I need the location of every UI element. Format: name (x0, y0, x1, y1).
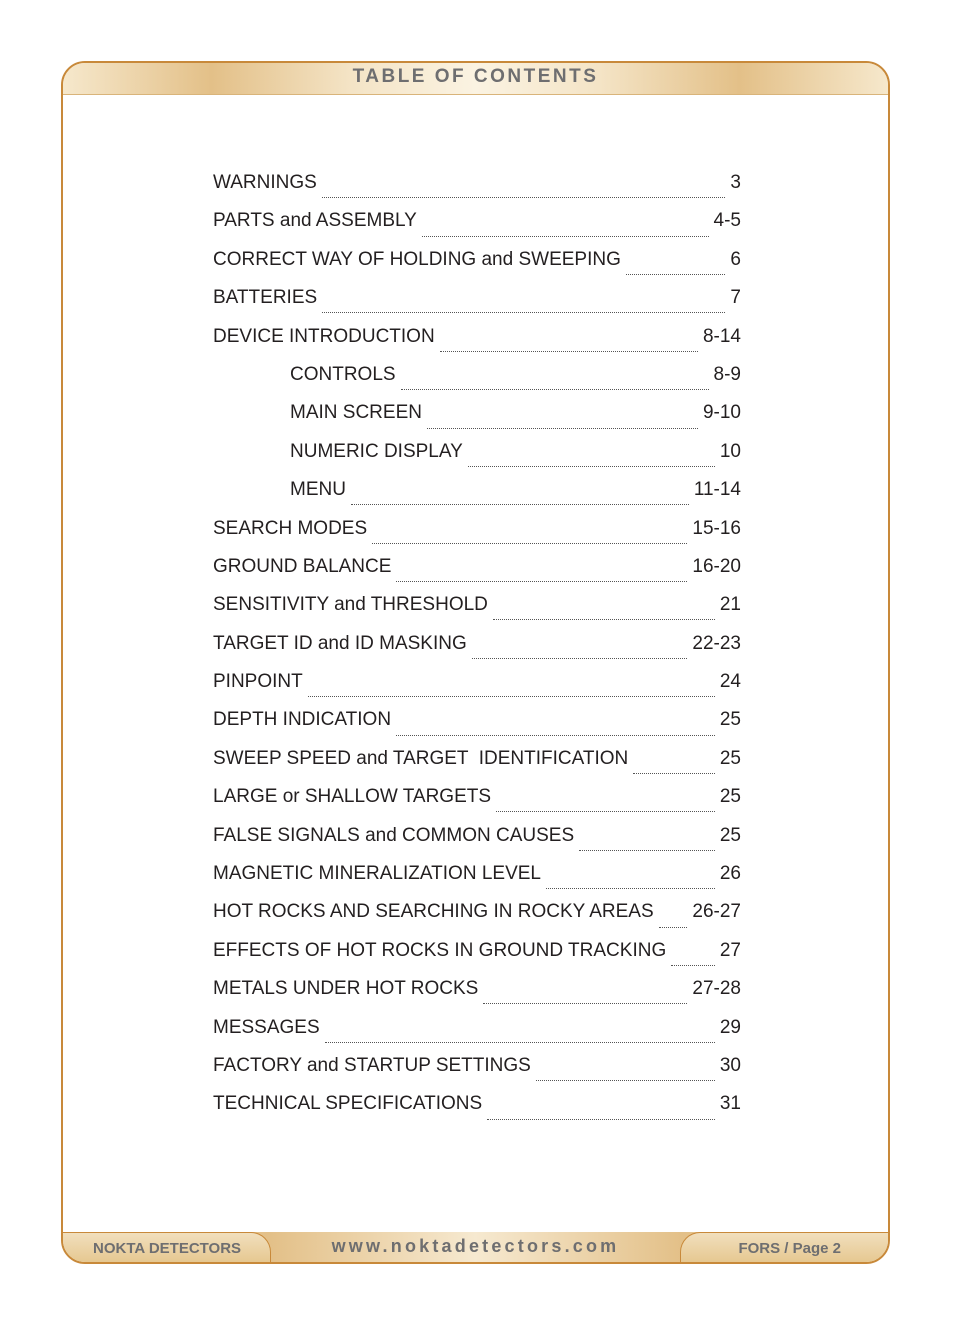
toc-entry-title: SWEEP SPEED and TARGET IDENTIFICATION (213, 747, 629, 769)
footer-page-label: FORS / Page 2 (738, 1240, 841, 1257)
toc-entry-page: 27-28 (692, 978, 741, 1000)
toc-entry-page: 21 (719, 594, 741, 616)
toc-entry-title: FALSE SIGNALS and COMMON CAUSES (213, 824, 575, 846)
toc-entry-page: 25 (719, 786, 741, 808)
toc-entry-title: NUMERIC DISPLAY (290, 440, 463, 462)
footer-url: www.noktadetectors.com (331, 1236, 620, 1256)
toc-entry[interactable] (213, 825, 741, 863)
table-of-contents (213, 172, 741, 1132)
footer-right-tab (680, 1232, 888, 1262)
toc-entry-title: MAIN SCREEN (290, 402, 422, 424)
toc-entry-title: PARTS and ASSEMBLY (213, 210, 417, 232)
toc-entry-title: MENU (290, 479, 346, 501)
toc-entry-page: 25 (719, 824, 741, 846)
dot-leader (579, 849, 715, 851)
toc-entry-title: FACTORY and STARTUP SETTINGS (213, 1054, 531, 1076)
toc-entry-page: 24 (719, 671, 741, 693)
toc-entry-title: GROUND BALANCE (213, 555, 392, 577)
dot-leader (372, 542, 687, 544)
toc-entry-title: WARNINGS (213, 172, 317, 193)
toc-entry-title: DEVICE INTRODUCTION (213, 325, 435, 347)
toc-entry-title: TARGET ID and ID MASKING (213, 632, 467, 654)
toc-entry-page: 3 (730, 172, 741, 193)
toc-entry[interactable] (213, 1093, 741, 1131)
toc-entry[interactable] (213, 748, 741, 786)
dot-leader (325, 1041, 715, 1043)
toc-entry[interactable] (213, 671, 741, 709)
toc-entry[interactable] (213, 210, 741, 248)
toc-entry-page: 8-14 (702, 325, 741, 347)
toc-entry-page: 4-5 (713, 210, 741, 232)
toc-entry-title: SENSITIVITY and THRESHOLD (213, 594, 488, 616)
toc-entry[interactable] (213, 556, 741, 594)
dot-leader (351, 503, 689, 505)
toc-entry-page: 9-10 (702, 402, 741, 424)
toc-entry[interactable] (213, 326, 741, 364)
toc-entry[interactable] (213, 479, 741, 517)
toc-entry-title: MAGNETIC MINERALIZATION LEVEL (213, 863, 541, 885)
toc-entry[interactable] (213, 287, 741, 325)
dot-leader (322, 196, 726, 198)
toc-entry-title: HOT ROCKS AND SEARCHING IN ROCKY AREAS (213, 901, 654, 923)
footer-bar (63, 1232, 888, 1262)
toc-entry-title: MESSAGES (213, 1016, 320, 1038)
toc-entry-page: 29 (719, 1016, 741, 1038)
dot-leader (536, 1079, 715, 1081)
toc-entry-page: 26 (719, 863, 741, 885)
toc-entry-page: 10 (719, 440, 741, 462)
toc-entry-title: LARGE or SHALLOW TARGETS (213, 786, 492, 808)
dot-leader (468, 465, 715, 467)
dot-leader (626, 273, 726, 275)
dot-leader (546, 887, 715, 889)
dot-leader (483, 1002, 687, 1004)
toc-entry[interactable] (213, 518, 741, 556)
toc-entry[interactable] (213, 1017, 741, 1055)
header-bar (63, 63, 888, 95)
toc-entry[interactable] (213, 786, 741, 824)
dot-leader (396, 580, 687, 582)
toc-entry[interactable] (213, 901, 741, 939)
page-title: TABLE OF CONTENTS (352, 66, 599, 87)
toc-entry-title: EFFECTS OF HOT ROCKS IN GROUND TRACKING (213, 939, 667, 961)
toc-entry-title: TECHNICAL SPECIFICATIONS (213, 1093, 483, 1115)
toc-entry-page: 7 (730, 287, 741, 309)
dot-leader (422, 235, 709, 237)
toc-entry[interactable] (213, 402, 741, 440)
toc-entry-page: 8-9 (713, 363, 741, 385)
toc-entry[interactable] (213, 1055, 741, 1093)
toc-entry[interactable] (213, 172, 741, 210)
toc-entry-title: CONTROLS (290, 363, 396, 385)
toc-entry[interactable] (213, 364, 741, 402)
toc-entry-page: 11-14 (693, 479, 741, 501)
toc-entry-page: 22-23 (692, 632, 741, 654)
toc-entry-title: CORRECT WAY OF HOLDING and SWEEPING (213, 248, 621, 270)
toc-entry-page: 27 (719, 939, 741, 961)
dot-leader (487, 1118, 715, 1120)
toc-entry-page: 25 (719, 709, 741, 731)
toc-entry[interactable] (213, 709, 741, 747)
toc-entry-page: 16-20 (692, 555, 741, 577)
dot-leader (493, 618, 715, 620)
dot-leader (322, 311, 725, 313)
toc-entry[interactable] (213, 863, 741, 901)
toc-entry[interactable] (213, 978, 741, 1016)
dot-leader (496, 810, 715, 812)
toc-entry-page: 6 (730, 248, 741, 270)
toc-entry[interactable] (213, 249, 741, 287)
dot-leader (401, 388, 709, 390)
toc-entry-page: 26-27 (692, 901, 741, 923)
toc-entry-page: 25 (719, 747, 741, 769)
dot-leader (427, 427, 698, 429)
dot-leader (440, 350, 698, 352)
dot-leader (308, 695, 715, 697)
dot-leader (659, 926, 688, 928)
footer-brand: NOKTA DETECTORS (93, 1240, 242, 1257)
dot-leader (396, 734, 715, 736)
toc-entry-title: METALS UNDER HOT ROCKS (213, 978, 479, 1000)
toc-entry-page: 31 (719, 1093, 741, 1115)
dot-leader (671, 964, 715, 966)
toc-entry-title: SEARCH MODES (213, 517, 368, 539)
toc-entry-page: 30 (719, 1054, 741, 1076)
toc-entry[interactable] (213, 940, 741, 978)
toc-entry-title: BATTERIES (213, 287, 318, 309)
toc-entry[interactable] (213, 633, 741, 671)
toc-entry-page: 15-16 (692, 517, 741, 539)
dot-leader (633, 772, 715, 774)
toc-entry-title: DEPTH INDICATION (213, 709, 392, 731)
dot-leader (472, 657, 688, 659)
toc-entry[interactable] (213, 594, 741, 632)
toc-entry[interactable] (213, 441, 741, 479)
toc-entry-title: PINPOINT (213, 671, 303, 693)
